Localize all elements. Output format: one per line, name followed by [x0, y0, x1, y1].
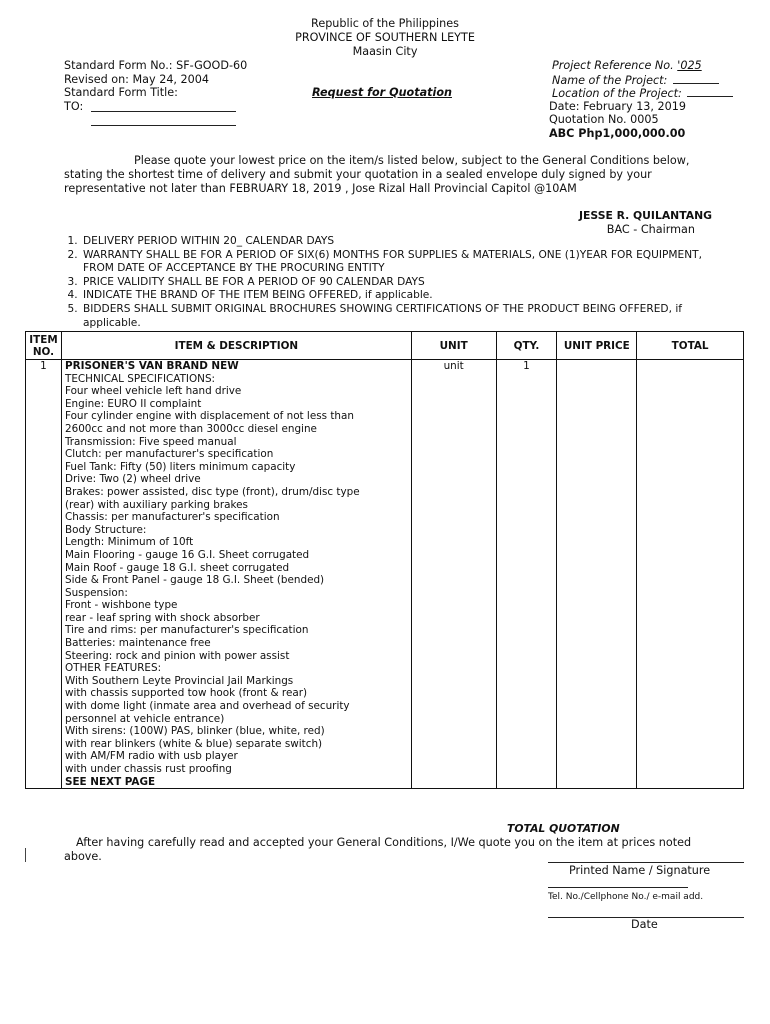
empty-cell	[26, 687, 62, 700]
empty-cell[interactable]	[557, 562, 637, 575]
table-row	[26, 738, 744, 751]
signatory-title: BAC - Chairman	[606, 223, 695, 236]
empty-cell[interactable]	[637, 624, 744, 637]
empty-cell	[26, 776, 62, 789]
empty-cell[interactable]	[637, 461, 744, 474]
spec-line: Front - wishbone type	[61, 599, 411, 612]
table-row	[26, 662, 744, 675]
empty-cell	[411, 599, 496, 612]
empty-cell	[411, 473, 496, 486]
empty-cell	[26, 423, 62, 436]
condition-item: 5. BIDDERS SHALL SUBMIT ORIGINAL BROCHURES SHOWING CERTIFICATIONS OF THE PRODUCT BEING OFFERED, if applicable.	[81, 303, 721, 330]
empty-cell	[26, 574, 62, 587]
empty-cell	[411, 700, 496, 713]
table-row	[26, 486, 744, 499]
empty-cell	[496, 398, 557, 411]
date-label: Date	[631, 918, 658, 931]
spec-line: with chassis supported tow hook (front & rear)	[61, 687, 411, 700]
table-row	[26, 612, 744, 625]
spec-line: Brakes: power assisted, disc type (front), drum/disc type	[61, 486, 411, 499]
empty-cell	[411, 398, 496, 411]
empty-cell[interactable]	[557, 599, 637, 612]
empty-cell	[496, 599, 557, 612]
empty-cell	[411, 637, 496, 650]
empty-cell	[411, 524, 496, 537]
abc-amount: ABC Php1,000,000.00	[549, 127, 686, 140]
empty-cell	[26, 763, 62, 776]
table-row	[26, 650, 744, 663]
empty-cell[interactable]	[557, 750, 637, 763]
table-row	[26, 776, 744, 789]
empty-cell[interactable]	[637, 536, 744, 549]
empty-cell[interactable]	[637, 562, 744, 575]
empty-cell	[496, 725, 557, 738]
empty-cell[interactable]	[557, 713, 637, 726]
empty-cell	[26, 461, 62, 474]
printed-name-label: Printed Name / Signature	[569, 864, 711, 877]
total-quotation-label: TOTAL QUOTATION	[507, 822, 620, 835]
empty-cell	[496, 549, 557, 562]
empty-cell	[26, 473, 62, 486]
empty-cell	[496, 511, 557, 524]
empty-cell	[26, 410, 62, 423]
empty-cell	[26, 536, 62, 549]
intro-paragraph	[64, 154, 714, 196]
table-row	[26, 524, 744, 537]
table-row	[26, 536, 744, 549]
empty-cell	[496, 410, 557, 423]
empty-cell	[411, 549, 496, 562]
empty-cell	[496, 473, 557, 486]
total-cell[interactable]	[637, 360, 744, 373]
empty-cell	[411, 763, 496, 776]
empty-cell	[26, 486, 62, 499]
empty-cell	[411, 423, 496, 436]
table-row	[26, 637, 744, 650]
empty-cell[interactable]	[637, 687, 744, 700]
spec-line: with rear blinkers (white & blue) separate switch)	[61, 738, 411, 751]
empty-cell	[496, 763, 557, 776]
empty-cell	[411, 461, 496, 474]
empty-cell	[496, 750, 557, 763]
empty-cell	[26, 436, 62, 449]
item-title-cell: PRISONER'S VAN BRAND NEW	[61, 360, 411, 373]
empty-cell	[496, 776, 557, 789]
empty-cell[interactable]	[557, 398, 637, 411]
empty-cell	[496, 637, 557, 650]
empty-cell	[411, 486, 496, 499]
empty-cell[interactable]	[557, 524, 637, 537]
empty-cell	[496, 385, 557, 398]
empty-cell	[26, 373, 62, 386]
table-row	[26, 700, 744, 713]
header-qty: QTY.	[496, 332, 557, 360]
table-row	[26, 549, 744, 562]
empty-cell[interactable]	[637, 398, 744, 411]
spec-line: with under chassis rust proofing	[61, 763, 411, 776]
empty-cell	[26, 725, 62, 738]
empty-cell	[496, 486, 557, 499]
empty-cell	[496, 624, 557, 637]
spec-line: rear - leaf spring with shock absorber	[61, 612, 411, 625]
empty-cell	[411, 499, 496, 512]
unit-cell: unit	[411, 360, 496, 373]
closing-paragraph	[64, 836, 714, 864]
empty-cell	[26, 624, 62, 637]
spec-line: Chassis: per manufacturer's specification	[61, 511, 411, 524]
project-date: Date: February 13, 2019	[549, 100, 687, 113]
items-table	[25, 331, 744, 789]
empty-cell	[411, 373, 496, 386]
empty-cell	[411, 725, 496, 738]
table-row	[26, 624, 744, 637]
empty-cell	[26, 587, 62, 600]
empty-cell	[411, 662, 496, 675]
spec-line: Engine: EURO II complaint	[61, 398, 411, 411]
spec-line: Side & Front Panel - gauge 18 G.I. Sheet (bended)	[61, 574, 411, 587]
empty-cell[interactable]	[637, 373, 744, 386]
empty-cell	[411, 385, 496, 398]
empty-cell[interactable]	[637, 750, 744, 763]
empty-cell	[496, 524, 557, 537]
contact-line[interactable]	[548, 887, 688, 888]
empty-cell	[26, 713, 62, 726]
empty-cell[interactable]	[637, 524, 744, 537]
empty-cell[interactable]	[557, 763, 637, 776]
empty-cell[interactable]	[557, 650, 637, 663]
empty-cell[interactable]	[637, 436, 744, 449]
table-row	[26, 725, 744, 738]
table-row	[26, 574, 744, 587]
contact-label: Tel. No./Cellphone No./ e-mail add.	[548, 892, 704, 902]
spec-line: personnel at vehicle entrance)	[61, 713, 411, 726]
empty-cell[interactable]	[637, 410, 744, 423]
project-reference-value: '025	[677, 59, 702, 72]
spec-line: Main Roof - gauge 18 G.I. sheet corrugated	[61, 562, 411, 575]
empty-cell	[26, 675, 62, 688]
empty-cell[interactable]	[557, 373, 637, 386]
table-row	[26, 562, 744, 575]
empty-cell	[496, 536, 557, 549]
empty-cell	[411, 562, 496, 575]
empty-cell[interactable]	[637, 499, 744, 512]
empty-cell	[496, 562, 557, 575]
empty-cell	[496, 700, 557, 713]
project-name-blank[interactable]	[673, 73, 719, 84]
spec-line: Length: Minimum of 10ft	[61, 536, 411, 549]
closing-text: After having carefully read and accepted your General Conditions, I/We quote you on the item at prices noted above.	[64, 836, 692, 863]
empty-cell[interactable]	[637, 713, 744, 726]
empty-cell	[411, 675, 496, 688]
header-unit: UNIT	[411, 332, 496, 360]
empty-cell[interactable]	[557, 662, 637, 675]
standard-form-title: Standard Form Title:	[64, 86, 178, 99]
header-unit-price: UNIT PRICE	[557, 332, 637, 360]
spec-line: with AM/FM radio with usb player	[61, 750, 411, 763]
condition-item: 3. PRICE VALIDITY SHALL BE FOR A PERIOD OF 90 CALENDAR DAYS	[81, 276, 721, 290]
empty-cell[interactable]	[557, 624, 637, 637]
project-location	[552, 86, 733, 100]
table-row	[26, 687, 744, 700]
project-reference-label: Project Reference No.	[552, 59, 674, 72]
empty-cell	[26, 499, 62, 512]
empty-cell	[411, 410, 496, 423]
empty-cell[interactable]	[637, 511, 744, 524]
empty-cell[interactable]	[557, 486, 637, 499]
table-row	[26, 360, 744, 373]
empty-cell	[496, 436, 557, 449]
table-row	[26, 423, 744, 436]
table-row	[26, 385, 744, 398]
empty-cell	[26, 511, 62, 524]
empty-cell[interactable]	[637, 738, 744, 751]
empty-cell	[26, 385, 62, 398]
empty-cell[interactable]	[637, 385, 744, 398]
empty-cell	[411, 624, 496, 637]
empty-cell	[26, 662, 62, 675]
text-cursor	[25, 848, 26, 862]
empty-cell[interactable]	[557, 461, 637, 474]
table-row	[26, 713, 744, 726]
spec-line: Steering: rock and pinion with power assist	[61, 650, 411, 663]
empty-cell	[26, 448, 62, 461]
empty-cell[interactable]	[557, 700, 637, 713]
empty-cell[interactable]	[637, 650, 744, 663]
empty-cell	[411, 448, 496, 461]
empty-cell[interactable]	[557, 385, 637, 398]
table-row	[26, 750, 744, 763]
form-title: Request for Quotation	[312, 86, 452, 99]
spec-line: Tire and rims: per manufacturer's specification	[61, 624, 411, 637]
empty-cell[interactable]	[637, 448, 744, 461]
header-republic: Republic of the Philippines	[311, 17, 459, 30]
condition-item: 2. WARRANTY SHALL BE FOR A PERIOD OF SIX(6) MONTHS FOR SUPPLIES & MATERIALS, ONE (1)YEAR FOR EQUIPMENT, FROM DATE OF ACCEPTANCE BY THE PROCURING ENTITY	[81, 249, 721, 276]
empty-cell[interactable]	[637, 637, 744, 650]
header-city: Maasin City	[352, 45, 418, 58]
table-row	[26, 436, 744, 449]
table-row	[26, 461, 744, 474]
empty-cell[interactable]	[637, 486, 744, 499]
empty-cell[interactable]	[637, 423, 744, 436]
to-line-2[interactable]	[91, 125, 236, 126]
empty-cell[interactable]	[557, 499, 637, 512]
empty-cell	[411, 536, 496, 549]
spec-line: SEE NEXT PAGE	[61, 776, 411, 789]
table-header-row	[26, 332, 744, 360]
empty-cell[interactable]	[557, 574, 637, 587]
spec-line: Four cylinder engine with displacement of not less than	[61, 410, 411, 423]
empty-cell	[411, 612, 496, 625]
empty-cell[interactable]	[557, 448, 637, 461]
spec-line: Batteries: maintenance free	[61, 637, 411, 650]
empty-cell[interactable]	[557, 637, 637, 650]
empty-cell	[26, 738, 62, 751]
empty-cell	[26, 599, 62, 612]
project-location-label: Location of the Project:	[552, 87, 682, 100]
spec-line: With sirens: (100W) PAS, blinker (blue, white, red)	[61, 725, 411, 738]
empty-cell[interactable]	[557, 612, 637, 625]
empty-cell	[411, 650, 496, 663]
condition-item: 1. DELIVERY PERIOD WITHIN 20_ CALENDAR DAYS	[81, 235, 721, 249]
empty-cell	[496, 461, 557, 474]
empty-cell[interactable]	[637, 599, 744, 612]
empty-cell[interactable]	[637, 776, 744, 789]
empty-cell[interactable]	[557, 436, 637, 449]
empty-cell	[26, 524, 62, 537]
empty-cell	[26, 562, 62, 575]
empty-cell	[26, 650, 62, 663]
empty-cell[interactable]	[637, 587, 744, 600]
empty-cell	[26, 700, 62, 713]
empty-cell	[496, 650, 557, 663]
table-row	[26, 473, 744, 486]
empty-cell[interactable]	[557, 776, 637, 789]
spec-line: Transmission: Five speed manual	[61, 436, 411, 449]
empty-cell[interactable]	[557, 725, 637, 738]
empty-cell	[411, 574, 496, 587]
empty-cell[interactable]	[637, 763, 744, 776]
empty-cell	[26, 398, 62, 411]
empty-cell[interactable]	[637, 675, 744, 688]
empty-cell	[496, 687, 557, 700]
table-row	[26, 511, 744, 524]
empty-cell[interactable]	[557, 511, 637, 524]
signature-line[interactable]	[548, 862, 744, 863]
table-row	[26, 599, 744, 612]
empty-cell	[496, 448, 557, 461]
project-name-label: Name of the Project:	[552, 74, 668, 87]
empty-cell	[26, 549, 62, 562]
empty-cell	[496, 499, 557, 512]
table-row	[26, 675, 744, 688]
project-name	[552, 73, 719, 87]
empty-cell	[26, 612, 62, 625]
project-reference	[552, 59, 702, 72]
spec-line: Drive: Two (2) wheel drive	[61, 473, 411, 486]
spec-line: Fuel Tank: Fifty (50) liters minimum capacity	[61, 461, 411, 474]
empty-cell	[496, 675, 557, 688]
project-location-blank[interactable]	[687, 86, 733, 97]
spec-line: OTHER FEATURES:	[61, 662, 411, 675]
empty-cell[interactable]	[557, 687, 637, 700]
spec-line: Clutch: per manufacturer's specification	[61, 448, 411, 461]
empty-cell	[496, 574, 557, 587]
condition-item: 4. INDICATE THE BRAND OF THE ITEM BEING OFFERED, if applicable.	[81, 289, 721, 303]
standard-form-no: Standard Form No.: SF-GOOD-60	[64, 59, 248, 72]
empty-cell[interactable]	[557, 473, 637, 486]
unit-price-cell[interactable]	[557, 360, 637, 373]
spec-line: Suspension:	[61, 587, 411, 600]
table-row	[26, 373, 744, 386]
empty-cell[interactable]	[637, 662, 744, 675]
empty-cell	[411, 750, 496, 763]
empty-cell	[411, 776, 496, 789]
table-row	[26, 587, 744, 600]
quotation-no: Quotation No. 0005	[549, 113, 659, 126]
empty-cell	[411, 713, 496, 726]
empty-cell	[496, 662, 557, 675]
empty-cell	[496, 713, 557, 726]
spec-line: With Southern Leyte Provincial Jail Markings	[61, 675, 411, 688]
to-label: TO:	[64, 100, 84, 113]
empty-cell[interactable]	[637, 549, 744, 562]
header-province: PROVINCE OF SOUTHERN LEYTE	[295, 31, 475, 44]
empty-cell[interactable]	[557, 549, 637, 562]
empty-cell	[26, 637, 62, 650]
item-no-cell: 1	[26, 360, 62, 373]
empty-cell	[411, 587, 496, 600]
spec-line: with dome light (inmate area and overhead of security	[61, 700, 411, 713]
empty-cell[interactable]	[637, 473, 744, 486]
empty-cell[interactable]	[637, 700, 744, 713]
spec-line: TECHNICAL SPECIFICATIONS:	[61, 373, 411, 386]
empty-cell	[496, 373, 557, 386]
empty-cell[interactable]	[557, 536, 637, 549]
conditions-list	[64, 235, 721, 330]
empty-cell	[26, 750, 62, 763]
spec-line: 2600cc and not more than 3000cc diesel engine	[61, 423, 411, 436]
empty-cell	[496, 587, 557, 600]
spec-line: Four wheel vehicle left hand drive	[61, 385, 411, 398]
header-description: ITEM & DESCRIPTION	[61, 332, 411, 360]
revised-on: Revised on: May 24, 2004	[64, 73, 210, 86]
empty-cell	[411, 436, 496, 449]
empty-cell[interactable]	[637, 612, 744, 625]
empty-cell[interactable]	[637, 725, 744, 738]
qty-cell: 1	[496, 360, 557, 373]
table-row	[26, 448, 744, 461]
empty-cell	[496, 738, 557, 751]
empty-cell	[411, 687, 496, 700]
empty-cell[interactable]	[557, 423, 637, 436]
signatory-name: JESSE R. QUILANTANG	[579, 209, 712, 222]
empty-cell[interactable]	[557, 675, 637, 688]
empty-cell	[496, 612, 557, 625]
table-row	[26, 499, 744, 512]
header-total: TOTAL	[637, 332, 744, 360]
spec-line: (rear) with auxiliary parking brakes	[61, 499, 411, 512]
empty-cell[interactable]	[637, 574, 744, 587]
header-item-no: ITEM NO.	[26, 332, 62, 360]
empty-cell[interactable]	[557, 587, 637, 600]
to-line-1[interactable]	[91, 111, 236, 112]
empty-cell	[496, 423, 557, 436]
intro-text: Please quote your lowest price on the item/s listed below, subject to the General Conditions below, stating the shortest time of delivery and submit your quotation in a sealed envelope duly signed by your representative not later than FEBRUARY 18, 2019 , Jose Rizal Hall Provincial Capitol @10AM	[64, 154, 690, 195]
empty-cell[interactable]	[557, 738, 637, 751]
table-row	[26, 410, 744, 423]
table-row	[26, 398, 744, 411]
empty-cell	[411, 511, 496, 524]
empty-cell[interactable]	[557, 410, 637, 423]
table-row	[26, 763, 744, 776]
empty-cell	[411, 738, 496, 751]
spec-line: Main Flooring - gauge 16 G.I. Sheet corrugated	[61, 549, 411, 562]
spec-line: Body Structure:	[61, 524, 411, 537]
